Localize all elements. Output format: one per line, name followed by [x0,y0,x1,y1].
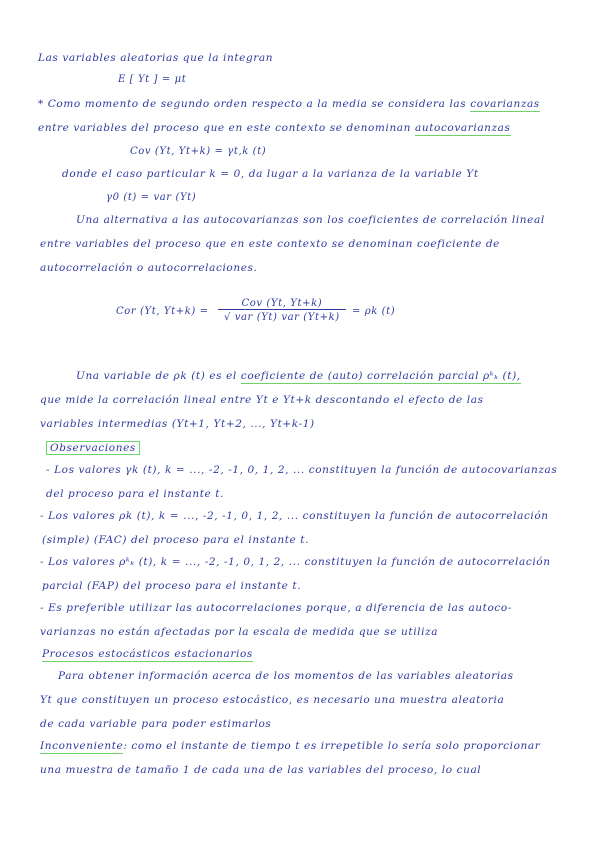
fraction-denominator: √ var (Yt) var (Yt+k) [218,309,346,323]
line-obs-fac: (simple) (FAC) del proceso para el instante t. [42,534,310,546]
line-obs-autocovarianzas: - Los valores γk (t), k = ..., -2, -1, 0, 1, 2, ... constituyen la función de autocovarianzas [46,464,558,476]
line-inconveniente-text: : como el instante de tiempo t es irrepetible lo sería solo proporcionar [123,740,541,752]
expectation-formula: E [ Yt ] = μt [118,74,187,85]
procesos-heading [42,648,253,660]
line-alternativa: Una alternativa a las autocovarianzas son los coeficientes de correlación lineal [76,214,545,226]
line-variable-rho-text: Una variable de ρk (t) es el [76,370,237,382]
line-obs-parcial: - Los valores ρᵏₖ (t), k = ..., -2, -1, 0, 1, 2, ... constituyen la función de autocorrelación [40,556,551,568]
line-obs-instante: del proceso para el instante t. [46,488,225,500]
line-autocovarianzas [38,122,511,134]
line-obs-escala: varianzas no están afectadas por la escala de medida que se utiliza [40,626,439,638]
line-obtener-informacion: Para obtener información acerca de los momentos de las variables aleatorias [58,670,514,682]
observaciones-heading [46,442,140,454]
line-momento-segundo-orden [38,98,540,110]
line-obs-fap: parcial (FAP) del proceso para el instante t. [42,580,302,592]
line-obs-autocorrelacion: - Los valores ρk (t), k = ..., -2, -1, 0, 1, 2, ... constituyen la función de autocorrelación [40,510,549,522]
line-muestra-tamano: una muestra de tamaño 1 de cada una de las variables del proceso, lo cual [40,764,482,776]
line-autocorrelacion: autocorrelación o autocorrelaciones. [40,262,258,274]
highlight-autocovarianzas: autocovarianzas [414,122,511,134]
correlation-fraction [218,298,346,323]
line-proceso-estocastico: Yt que constituyen un proceso estocástico, es necesario una muestra aleatoria [40,694,505,706]
line-inconveniente [40,740,540,752]
line-variables-intermedias: variables intermedias (Yt+1, Yt+2, ..., Yt+k-1) [40,418,315,430]
highlight-procesos: Procesos estocásticos estacionarios [42,648,253,660]
line-entre-variables: entre variables del proceso que en este contexto se denominan coeficiente de [40,238,500,250]
line-cada-variable: de cada variable para poder estimarlos [40,718,272,730]
line-mide-correlacion: que mide la correlación lineal entre Yt e Yt+k descontando el efecto de las [40,394,484,406]
line-variable-rho [76,370,521,382]
variance-formula: γ0 (t) = var (Yt) [106,192,197,203]
fraction-numerator: Cov (Yt, Yt+k) [241,298,323,309]
covariance-formula: Cov (Yt, Yt+k) = γt,k (t) [130,146,267,157]
line-momento-text: * Como momento de segundo orden respecto a la media se considera las [38,98,467,110]
highlight-covarianzas: covarianzas [470,98,540,110]
line-autocov-text: entre variables del proceso que en este contexto se denominan [38,122,412,134]
line-variables-integran: Las variables aleatorias que la integran [38,52,274,64]
highlight-coef-parcial: coeficiente de (auto) correlación parcial ρᵏₖ (t), [240,370,521,382]
correlation-lhs: Cor (Yt, Yt+k) = [116,306,209,317]
highlight-inconveniente: Inconveniente [40,740,124,752]
line-caso-particular: donde el caso particular k = 0, da lugar a la varianza de la variable Yt [62,168,479,180]
line-obs-preferible: - Es preferible utilizar las autocorrelaciones porque, a diferencia de las autoco- [40,602,512,614]
correlation-rhs: = ρk (t) [352,306,396,317]
observaciones-box: Observaciones [46,441,140,455]
